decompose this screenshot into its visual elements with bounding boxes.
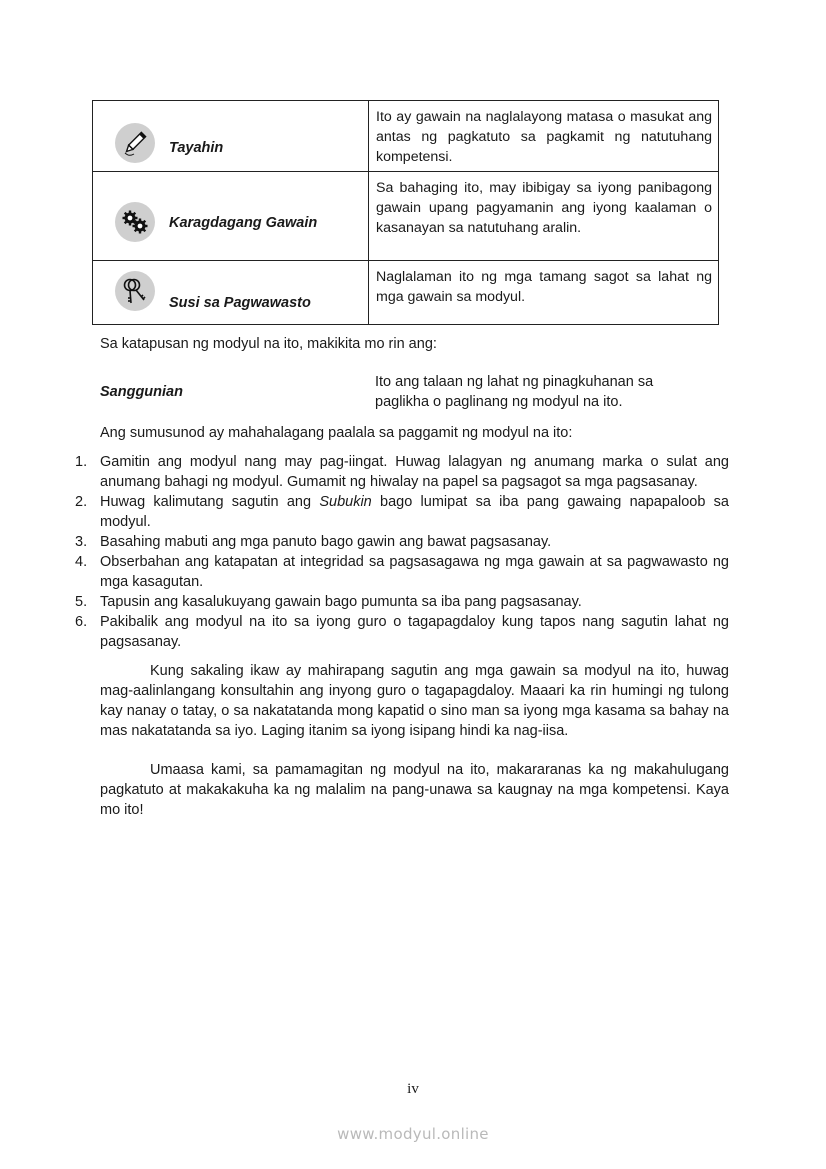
list-item <box>70 452 729 492</box>
list-item <box>70 612 729 652</box>
list-item <box>70 492 729 532</box>
list-text: Huwag kalimutang sagutin ang <box>100 494 320 510</box>
table-label-cell <box>93 172 369 261</box>
list-number: 1. <box>75 454 88 470</box>
list-text: Pakibalik ang modyul na ito sa iyong guro o tagapagdaloy kung tapos nang sagutin lahat ng pagsasanay. <box>100 614 729 650</box>
sanggunian-description: Ito ang talaan ng lahat ng pinagkuhanan sa paglikha o paglinang ng modyul na ito. <box>375 374 654 410</box>
list-number: 2. <box>75 494 88 510</box>
pencil-icon <box>115 123 155 163</box>
table-label-cell <box>93 261 369 325</box>
section-label: Karagdagang Gawain <box>169 215 318 231</box>
closing-paragraph: Umaasa kami, sa pamamagitan ng modyul na ito, makararanas ka ng makahulugang pagkatuto at makakakuha ka ng malalim na pang-unawa sa kaugnay na mga kompetensi. Kaya mo ito! <box>100 762 729 818</box>
list-text: Gamitin ang modyul nang may pag-iingat. Huwag lalagyan ng anumang marka o sulat ang anumang bahagi ng modyul. Gumamit ng hiwalay na papel sa pagsagot sa mga pagsasanay. <box>100 454 729 490</box>
list-number: 3. <box>75 534 88 550</box>
watermark: www.modyul.online <box>337 1125 489 1143</box>
reminder-list <box>70 452 729 652</box>
reminder-intro: Ang sumusunod ay mahahalagang paalala sa paggamit ng modyul na ito: <box>100 425 573 441</box>
intro-line: Sa katapusan ng modyul na ito, makikita mo rin ang: <box>100 336 437 352</box>
list-text: Tapusin ang kasalukuyang gawain bago pumunta sa iba pang pagsasanay. <box>100 594 582 610</box>
list-item <box>70 552 729 592</box>
gears-icon <box>115 202 155 242</box>
section-label: Susi sa Pagwawasto <box>169 295 311 311</box>
list-number: 4. <box>75 554 88 570</box>
list-text: Basahing mabuti ang mga panuto bago gawin ang bawat pagsasanay. <box>100 534 552 550</box>
sanggunian-label: Sanggunian <box>100 384 183 400</box>
list-text: bago lumipat sa iba pang gawaing napapaloob sa modyul. <box>100 494 730 530</box>
page-number: iv <box>407 1081 419 1097</box>
section-description: Ito ay gawain na naglalayong matasa o masukat ang antas ng pagkatuto sa pagkamit ng natutuhang kompetensi. <box>369 101 719 172</box>
list-item <box>70 592 729 612</box>
list-text: Obserbahan ang katapatan at integridad sa pagsasagawa ng mga gawain at sa pagwawasto ng mga kasagutan. <box>100 554 729 590</box>
table-row <box>93 101 719 172</box>
module-parts-table <box>92 100 719 325</box>
list-item <box>70 532 729 552</box>
table-label-cell <box>93 101 369 172</box>
list-number: 5. <box>75 594 88 610</box>
help-paragraph: Kung sakaling ikaw ay mahirapang sagutin ang mga gawain sa modyul na ito, huwag mag-aalinlangang konsultahin ang inyong guro o tagapagdaloy. Maaari ka rin humingi ng tulong kay nanay o tatay, o sa nakatatanda mong kapatid o sino man sa iyong mga kasama sa bahay na mas nakatatanda sa iyo. Laging itanim sa iyong isipang hindi ka nag-iisa. <box>100 663 729 739</box>
keys-icon <box>115 271 155 311</box>
section-description: Sa bahaging ito, may ibibigay sa iyong panibagong gawain upang pagyamanin ang iyong kaalaman o kasanayan sa natutuhang aralin. <box>369 172 719 261</box>
section-label: Tayahin <box>169 140 224 156</box>
section-description: Naglalaman ito ng mga tamang sagot sa lahat ng mga gawain sa modyul. <box>369 261 719 325</box>
table-row <box>93 261 719 325</box>
table-row <box>93 172 719 261</box>
list-number: 6. <box>75 614 88 630</box>
subukin-emphasis: Subukin <box>319 494 372 510</box>
